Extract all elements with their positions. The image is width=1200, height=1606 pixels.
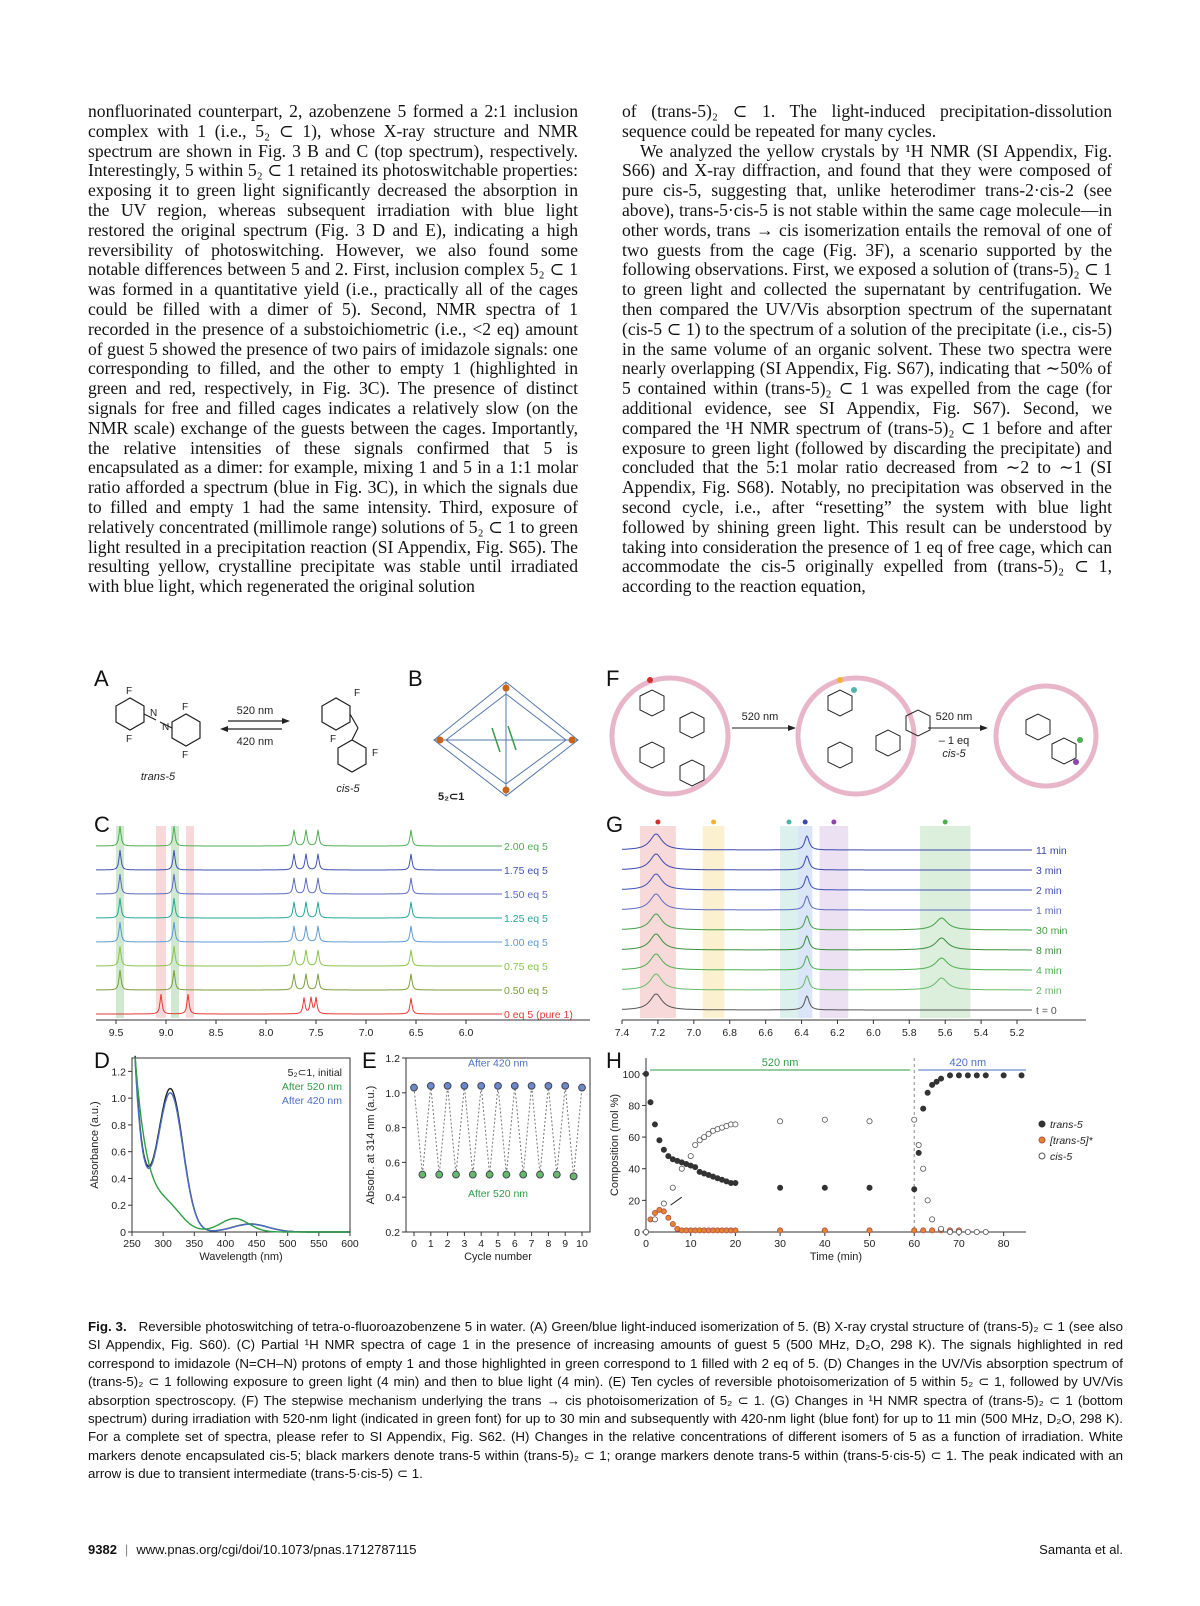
d-y-tick-label: 0.2 (111, 1200, 126, 1213)
g-trace-label: 2 min (1036, 885, 1062, 897)
panel-letter-e: E (362, 1048, 377, 1073)
e-point-after-520 (469, 1171, 476, 1178)
h-point-trans-5 (925, 1090, 930, 1095)
g-trace-label: 2 min (1036, 985, 1062, 997)
e-x-tick-label: 9 (562, 1238, 569, 1250)
c-x-tick-label: 8.5 (208, 1027, 224, 1039)
panel-b-crystal-structure (408, 666, 604, 806)
h-point-trans-5-star (930, 1228, 935, 1233)
g-highlight-band (798, 826, 812, 1018)
f-arrow1-label: 520 nm (741, 711, 779, 723)
d-x-tick-label: 250 (123, 1238, 141, 1250)
h-point-cis-5 (956, 1229, 961, 1234)
c-trace-label: 2.00 eq 5 (504, 841, 548, 853)
g-trace-label: 4 min (1036, 965, 1062, 977)
h-x-tick-label: 50 (863, 1238, 876, 1250)
g-x-tick-label: 6.2 (830, 1027, 845, 1039)
h-point-cis-5 (643, 1229, 648, 1234)
a-n-label: N (150, 708, 158, 719)
e-point-after-420 (528, 1082, 535, 1089)
h-point-trans-5-star (867, 1228, 872, 1233)
g-signal-dot (655, 820, 660, 825)
h-point-trans-5 (661, 1147, 666, 1152)
e-y-tick-label: 0.4 (385, 1192, 400, 1205)
h-point-trans-5-star (778, 1228, 783, 1233)
e-x-tick-label: 5 (495, 1238, 501, 1250)
a-n-label: N (162, 722, 170, 733)
h-point-trans-5 (921, 1106, 926, 1111)
e-point-after-520 (453, 1171, 460, 1178)
g-signal-dot (943, 820, 948, 825)
f-arrow2-top-label: 520 nm (935, 711, 973, 723)
g-x-tick-label: 6.4 (794, 1027, 809, 1039)
c-highlight-band (186, 826, 194, 1018)
d-legend-entry: After 420 nm (281, 1095, 342, 1107)
panel-letter-g: G (606, 812, 624, 837)
d-x-tick-label: 500 (278, 1238, 297, 1250)
e-point-after-420 (478, 1082, 485, 1089)
c-trace-label: 1.00 eq 5 (504, 937, 548, 949)
h-point-trans-5-star (912, 1228, 917, 1233)
d-x-tick-label: 550 (310, 1238, 328, 1250)
g-trace-label: 3 min (1036, 865, 1062, 877)
e-point-after-420 (427, 1082, 434, 1089)
d-y-tick-label: 1.2 (111, 1066, 126, 1079)
f-arrow2-mid-label: – 1 eq (938, 735, 970, 747)
h-point-cis-5 (925, 1198, 930, 1203)
d-y-tick-label: 0.4 (111, 1173, 126, 1186)
h-point-trans-5 (974, 1073, 979, 1078)
f-arrow2-bottom-label: cis-5 (942, 748, 966, 760)
c-trace-label: 1.50 eq 5 (504, 889, 548, 901)
e-y-tick-label: 1.0 (385, 1087, 400, 1100)
e-point-after-420 (495, 1082, 502, 1089)
g-trace-label: 8 min (1036, 945, 1062, 957)
d-y-axis-label: Absorbance (a.u.) (89, 1101, 101, 1189)
a-arrow-bottom-label: 420 nm (236, 736, 274, 748)
e-point-after-420 (444, 1082, 451, 1089)
d-x-tick-label: 350 (185, 1238, 204, 1250)
g-trace-label: t = 0 (1036, 1005, 1057, 1017)
h-point-trans-5 (648, 1100, 653, 1105)
d-y-tick-label: 0.8 (111, 1119, 126, 1132)
g-x-tick-label: 5.8 (901, 1027, 917, 1039)
c-trace-label: 0.75 eq 5 (504, 961, 548, 973)
d-x-tick-label: 600 (341, 1238, 359, 1250)
e-y-tick-label: 1.2 (385, 1053, 400, 1065)
h-point-cis-5 (974, 1229, 979, 1234)
h-point-trans-5-star (733, 1228, 738, 1233)
h-y-tick-label: 40 (628, 1163, 640, 1176)
e-x-axis-label: Cycle number (464, 1251, 532, 1263)
h-point-trans-5-star (666, 1215, 671, 1220)
h-point-trans-5 (1001, 1073, 1006, 1078)
h-legend-entry: [trans-5]* (1050, 1135, 1093, 1147)
e-x-tick-label: 2 (444, 1238, 451, 1250)
h-y-tick-label: 60 (628, 1132, 640, 1145)
e-cycle-line (414, 1086, 582, 1177)
e-x-tick-label: 4 (478, 1238, 485, 1250)
c-x-tick-label: 6.5 (408, 1027, 424, 1039)
h-point-cis-5 (916, 1142, 921, 1147)
page-footer: 9382 | www.pnas.org/cgi/doi/10.1073/pnas.1712787115 Samanta et al. (88, 1542, 1123, 1557)
h-band-420-label: 420 nm (949, 1057, 987, 1069)
h-point-cis-5 (652, 1217, 657, 1222)
e-point-after-420 (411, 1084, 418, 1091)
h-point-cis-5 (661, 1201, 666, 1206)
h-point-cis-5 (733, 1122, 738, 1127)
e-x-tick-label: 8 (545, 1238, 552, 1250)
h-legend-marker (1039, 1137, 1045, 1143)
h-x-axis-label: Time (min) (809, 1251, 863, 1263)
e-x-tick-label: 3 (461, 1238, 468, 1250)
h-y-tick-label: 0 (634, 1227, 640, 1239)
g-trace-label: 1 min (1036, 905, 1062, 917)
a-atom-label: F (182, 702, 189, 713)
a-atom-label: F (182, 750, 189, 761)
h-point-trans-5 (1019, 1073, 1024, 1078)
b-label: 5₂⊂1 (438, 791, 465, 803)
h-point-cis-5 (679, 1166, 684, 1171)
page-number: 9382 (88, 1542, 117, 1557)
body-paragraph: We analyzed the yellow crystals by ¹H NMR (SI Appendix, Fig. S66) and X-ray diffraction, and found that they were composed of pure cis-5, suggesting that, unlike heterodimer trans-2·cis-2 (see above), trans-5·cis-5 is not stable within the same cage molecule—in other words, trans → cis isomerization entails the removal of one of two guests from the cage (Fig. 3F), a scenario supported by the following observations. First, we exposed a solution of (trans-5)₂ ⊂ 1 to green light and collected the supernatant by centrifugation. We then compared the UV/Vis absorption spectrum of the supernatant (cis-5 ⊂ 1) to the spectrum of a solution of the precipitate (i.e., cis-5) in the same volume of an organic solvent. These two spectra were nearly overlapping (SI Appendix, Fig. S67), indicating that ∼50% of 5 contained within (trans-5)₂ ⊂ 1 was expelled from the cage (for additional evidence, see SI Appendix, Fig. S67). Second, we compared the ¹H NMR spectrum of (trans-5)₂ ⊂ 1 before and after exposure to green light (followed by discarding the precipitate) and concluded that the 5:1 molar ratio decreased from ∼2 to ∼1 (SI Appendix, Fig. S68). Notably, no precipitation was observed in the second cycle, i.e., after “resetting” the system with blue light followed by shining green light. This result can be understood by taking into consideration the presence of 1 eq of free cage, which can accommodate the cis-5 originally expelled from (trans-5)₂ ⊂ 1, according to the reaction equation, (622, 140, 1112, 597)
h-point-cis-5 (965, 1229, 970, 1234)
h-y-tick-label: 20 (628, 1195, 640, 1208)
c-x-tick-label: 7.0 (358, 1027, 374, 1039)
body-column-left (88, 102, 578, 597)
h-x-tick-label: 80 (997, 1238, 1010, 1250)
e-y-tick-label: 0.6 (385, 1157, 400, 1170)
h-point-trans-5 (733, 1180, 738, 1185)
e-y-tick-label: 0.2 (385, 1227, 400, 1239)
panel-h-composition (606, 1048, 1126, 1270)
h-point-trans-5 (867, 1185, 872, 1190)
doi-link[interactable]: www.pnas.org/cgi/doi/10.1073/pnas.1712787115 (136, 1542, 417, 1557)
e-point-after-420 (579, 1084, 586, 1091)
h-x-tick-label: 10 (684, 1238, 697, 1250)
h-point-trans-5-star (670, 1221, 675, 1226)
h-point-cis-5 (930, 1217, 935, 1222)
panel-f-mechanism (606, 666, 1126, 806)
panel-d-uvvis (86, 1048, 359, 1270)
panel-letter-b: B (408, 666, 423, 691)
h-point-trans-5 (916, 1150, 921, 1155)
e-point-after-420 (562, 1082, 569, 1089)
d-x-tick-label: 300 (154, 1238, 172, 1250)
a-atom-label: F (330, 734, 337, 745)
panel-letter-c: C (94, 812, 110, 837)
h-point-trans-5 (652, 1122, 657, 1127)
h-point-cis-5 (947, 1229, 952, 1234)
h-point-trans-5 (643, 1071, 648, 1076)
e-point-after-420 (461, 1082, 468, 1089)
a-trans-label: trans-5 (140, 771, 176, 783)
a-cis-label: cis-5 (336, 783, 360, 795)
h-point-cis-5 (921, 1166, 926, 1171)
h-point-cis-5 (670, 1185, 675, 1190)
g-x-tick-label: 6.0 (866, 1027, 881, 1039)
g-trace-label: 30 min (1036, 925, 1068, 937)
h-point-cis-5 (938, 1226, 943, 1231)
panel-e-cycles (362, 1048, 602, 1270)
g-x-tick-label: 5.6 (937, 1027, 953, 1039)
g-x-tick-label: 5.4 (973, 1027, 989, 1039)
a-atom-label: F (126, 734, 133, 745)
e-x-tick-label: 1 (427, 1238, 434, 1250)
h-point-cis-5 (867, 1119, 872, 1124)
h-point-cis-5 (912, 1117, 917, 1122)
caption-text: Reversible photoswitching of tetra-o-fluoroazobenzene 5 in water. (A) Green/blue light-induced isomerization of 5. (B) X-ray crystal structure of (trans-5)₂ ⊂ 1 (see also SI Appendix, Fig. S60). (C) Partial ¹H NMR spectra of cage 1 in the presence of increasing amounts of guest 5 (500 MHz, D₂O, 298 K). The signals highlighted in red correspond to imidazole (N=CH–N) protons of empty 1 and those highlighted in green correspond to 1 filled with 2 eq of 5. (D) Changes in the UV/Vis absorption spectrum of (trans-5)₂ ⊂ 1 following exposure to green light (4 min) and then to blue light (4 min). (E) Ten cycles of reversible photoisomerization of 5 within 5₂ ⊂ 1, followed by UV/Vis absorption spectroscopy. (F) The stepwise mechanism underlying the trans → cis photoisomerization of 5₂ ⊂ 1. (G) Changes in ¹H NMR spectra of (trans-5)₂ ⊂ 1 (bottom spectrum) during irradiation with 520-nm light (indicated in green font) for up to 30 min and subsequently with 420-nm light (blue font) for up to 11 min (500 MHz, D₂O, 298 K). For a complete set of spectra, please refer to SI Appendix, Fig. S62. (H) Changes in the relative concentrations of different isomers of 5 as a function of irradiation. White markers denote encapsulated cis-5; black markers denote trans-5 within (trans-5)₂ ⊂ 1; orange markers denote trans-5 within (trans-5·cis-5) ⊂ 1. The peak indicated with an arrow is due to transient intermediate (trans-5·cis-5) ⊂ 1. (88, 1319, 1123, 1482)
h-y-tick-label: 100 (622, 1068, 640, 1081)
d-y-tick-label: 0.6 (111, 1146, 126, 1159)
e-y-axis-label: Absorb. at 314 nm (a.u.) (365, 1085, 377, 1205)
a-atom-label: F (126, 686, 133, 697)
panel-letter-h: H (606, 1048, 622, 1073)
e-x-tick-label: 6 (511, 1238, 518, 1250)
g-signal-dot (786, 820, 791, 825)
e-x-tick-label: 0 (411, 1238, 417, 1250)
h-point-trans-5 (657, 1138, 662, 1143)
d-x-tick-label: 400 (216, 1238, 235, 1250)
a-arrow-top-label: 520 nm (236, 705, 274, 717)
c-trace-label: 0.50 eq 5 (504, 985, 548, 997)
d-y-tick-label: 1.0 (111, 1093, 126, 1106)
h-intermediate-arrow (671, 1197, 682, 1205)
h-legend-entry: cis-5 (1050, 1151, 1073, 1163)
c-x-tick-label: 8.0 (258, 1027, 274, 1039)
e-top-label: After 420 nm (467, 1057, 529, 1070)
caption-label: Fig. 3. (88, 1319, 127, 1334)
panel-a-scheme (86, 666, 406, 806)
body-paragraph: of (trans-5)₂ ⊂ 1. The light-induced precipitation-dissolution sequence could be repeated for many cycles. (622, 101, 1112, 141)
panel-letter-d: D (94, 1048, 110, 1073)
g-x-tick-label: 7.2 (650, 1027, 666, 1039)
h-point-cis-5 (983, 1229, 988, 1234)
d-x-tick-label: 450 (247, 1238, 266, 1250)
c-trace-label: 1.25 eq 5 (504, 913, 548, 925)
h-x-tick-label: 60 (908, 1238, 921, 1250)
e-point-after-420 (511, 1082, 518, 1089)
figure-3 (86, 666, 1126, 1306)
h-point-trans-5 (956, 1073, 961, 1078)
h-point-trans-5 (947, 1073, 952, 1078)
h-point-trans-5 (693, 1165, 698, 1170)
e-bottom-label: After 520 nm (467, 1188, 529, 1201)
e-point-after-520 (570, 1173, 577, 1180)
h-x-tick-label: 20 (729, 1238, 742, 1250)
h-point-cis-5 (688, 1153, 693, 1158)
h-legend-marker (1039, 1121, 1045, 1127)
c-x-tick-label: 6.0 (458, 1027, 474, 1039)
h-point-trans-5 (778, 1185, 783, 1190)
authors: Samanta et al. (1039, 1542, 1123, 1557)
h-point-cis-5 (822, 1117, 827, 1122)
panel-g-nmr (606, 812, 1126, 1046)
h-x-tick-label: 40 (818, 1238, 831, 1250)
h-x-tick-label: 0 (643, 1238, 649, 1250)
h-point-trans-5-star (822, 1228, 827, 1233)
h-point-trans-5-star (661, 1209, 666, 1214)
g-x-tick-label: 6.6 (758, 1027, 773, 1039)
c-x-tick-label: 9.5 (108, 1027, 124, 1039)
body-paragraph: nonfluorinated counterpart, 2, azobenzene 5 formed a 2:1 inclusion complex with 1 (i.e., 5₂ ⊂ 1), whose X-ray structure and NMR spectrum are shown in Fig. 3 B and C (top spectrum), respectively. Interestingly, 5 within 5₂ ⊂ 1 retained its photoswitchable properties: exposing it to green light significantly decreased the absorption in the UV region, whereas subsequent irradiation with blue light restored the original spectrum (Fig. 3 D and E), indicating a high reversibility of photoswitching. However, we also found some notable differences between 5 and 2. First, inclusion complex 5₂ ⊂ 1 was formed in a quantitative yield (i.e., practically all of the cages could be filled with a dimer of 5). Second, NMR spectra of 1 recorded in the presence of a substoichiometric (i.e., <2 eq) amount of guest 5 showed the presence of two pairs of imidazole signals: one corresponding to filled, and the other to empty 1 (highlighted in green and red, respectively, in Fig. 3C). The presence of distinct signals for free and filled cages indicates a relatively slow (on the NMR scale) exchange of the guests between the cages. Importantly, the relative intensities of these signals confirmed that 5 is encapsulated as a dimer: for example, mixing 1 and 5 in a 1:1 molar ratio afforded a spectrum (blue in Fig. 3C), in which the signals due to filled and empty 1 had the same intensity. Third, exposure of relatively concentrated (millimole range) solutions of 5₂ ⊂ 1 to green light resulted in a precipitation reaction (SI Appendix, Fig. S65). The resulting yellow, crystalline precipitate was stable until irradiated with blue light, which regenerated the original solution (88, 101, 578, 597)
h-point-trans-5 (983, 1073, 988, 1078)
h-x-tick-label: 30 (774, 1238, 786, 1250)
e-x-tick-label: 7 (528, 1238, 535, 1250)
e-point-after-520 (486, 1171, 493, 1178)
e-point-after-520 (419, 1171, 426, 1178)
h-y-axis-label: Composition (mol %) (609, 1093, 621, 1197)
h-point-trans-5 (938, 1076, 943, 1081)
e-y-tick-label: 0.8 (385, 1122, 400, 1135)
e-point-after-520 (503, 1171, 510, 1178)
g-trace-label: 11 min (1036, 845, 1067, 857)
h-legend-entry: trans-5 (1050, 1119, 1083, 1131)
g-signal-dot (803, 820, 808, 825)
figure-caption (88, 1318, 1123, 1484)
c-trace-label: 1.75 eq 5 (504, 865, 548, 877)
d-legend-entry: 5₂⊂1, initial (287, 1067, 342, 1079)
g-x-tick-label: 5.2 (1009, 1027, 1025, 1039)
h-point-trans-5 (822, 1185, 827, 1190)
g-signal-dot (831, 820, 836, 825)
h-band-520-label: 520 nm (761, 1057, 799, 1069)
e-point-after-420 (545, 1082, 552, 1089)
e-point-after-520 (436, 1171, 443, 1178)
e-x-tick-label: 10 (576, 1238, 588, 1250)
h-legend-marker (1039, 1153, 1045, 1159)
d-y-tick-label: 0 (120, 1227, 126, 1239)
panel-letter-f: F (606, 666, 620, 691)
g-signal-dot (711, 820, 716, 825)
h-point-trans-5 (965, 1073, 970, 1078)
c-x-tick-label: 9.0 (158, 1027, 174, 1039)
c-x-tick-label: 7.5 (308, 1027, 324, 1039)
d-x-axis-label: Wavelength (nm) (199, 1251, 283, 1263)
h-point-cis-5 (778, 1119, 783, 1124)
e-point-after-520 (537, 1171, 544, 1178)
a-atom-label: F (372, 748, 379, 759)
h-y-tick-label: 80 (628, 1100, 640, 1113)
panel-c-nmr (86, 812, 596, 1046)
h-point-trans-5-star (921, 1228, 926, 1233)
a-atom-label: F (354, 688, 361, 699)
d-legend-entry: After 520 nm (281, 1081, 342, 1093)
h-x-tick-label: 70 (953, 1238, 965, 1250)
g-x-tick-label: 6.8 (722, 1027, 738, 1039)
h-point-trans-5 (912, 1187, 917, 1192)
g-x-tick-label: 7.4 (614, 1027, 630, 1039)
h-point-cis-5 (693, 1142, 698, 1147)
e-point-after-520 (553, 1171, 560, 1178)
g-x-tick-label: 7.0 (686, 1027, 702, 1039)
body-column-right (622, 102, 1112, 597)
e-point-after-520 (520, 1171, 527, 1178)
c-trace-label: 0 eq 5 (pure 1) (504, 1009, 573, 1021)
panel-letter-a: A (94, 666, 109, 691)
